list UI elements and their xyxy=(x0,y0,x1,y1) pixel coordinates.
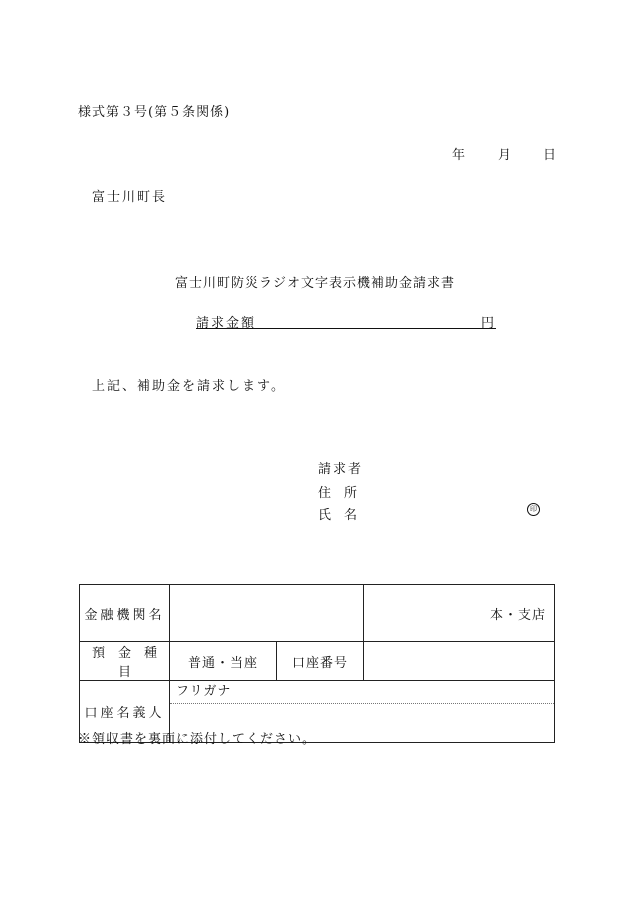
requester-name-label: 氏 名 xyxy=(318,508,358,523)
branch-suffix: 本・支店 xyxy=(489,607,546,623)
account-holder-label: 口座名義人 xyxy=(80,681,170,743)
deposit-type-label: 預 金 種 目 xyxy=(80,642,170,681)
table-row xyxy=(80,585,555,642)
date-year-label: 年 xyxy=(452,148,466,163)
table-row xyxy=(80,642,555,681)
yen-unit: 円 xyxy=(480,316,494,331)
account-number-label: 口座番号 xyxy=(277,642,364,681)
request-amount-label: 請求金額 xyxy=(196,316,257,331)
date-month-label: 月 xyxy=(498,148,512,163)
document-title: 富士川町防災ラジオ文字表示機補助金請求書 xyxy=(174,276,455,291)
request-amount-field xyxy=(196,312,496,329)
account-number-input[interactable] xyxy=(364,642,555,681)
branch-field[interactable] xyxy=(364,585,555,642)
seal-mark-icon: 印 xyxy=(527,503,540,516)
form-number: 様式第３号(第５条関係) xyxy=(78,105,231,120)
institution-input[interactable] xyxy=(170,585,364,642)
requester-heading: 請求者 xyxy=(318,462,364,477)
request-statement: 上記、補助金を請求します。 xyxy=(92,379,286,394)
furigana-label: フリガナ xyxy=(170,681,554,704)
addressee: 富士川町長 xyxy=(92,190,168,205)
deposit-type-value[interactable]: 普通・当座 xyxy=(170,642,277,681)
receipt-note: ※領収書を裏面に添付してください。 xyxy=(78,732,317,747)
date-day-label: 日 xyxy=(543,148,557,163)
institution-label: 金融機関名 xyxy=(80,585,170,642)
requester-address-label: 住 所 xyxy=(318,486,358,501)
bank-account-table xyxy=(79,584,555,743)
